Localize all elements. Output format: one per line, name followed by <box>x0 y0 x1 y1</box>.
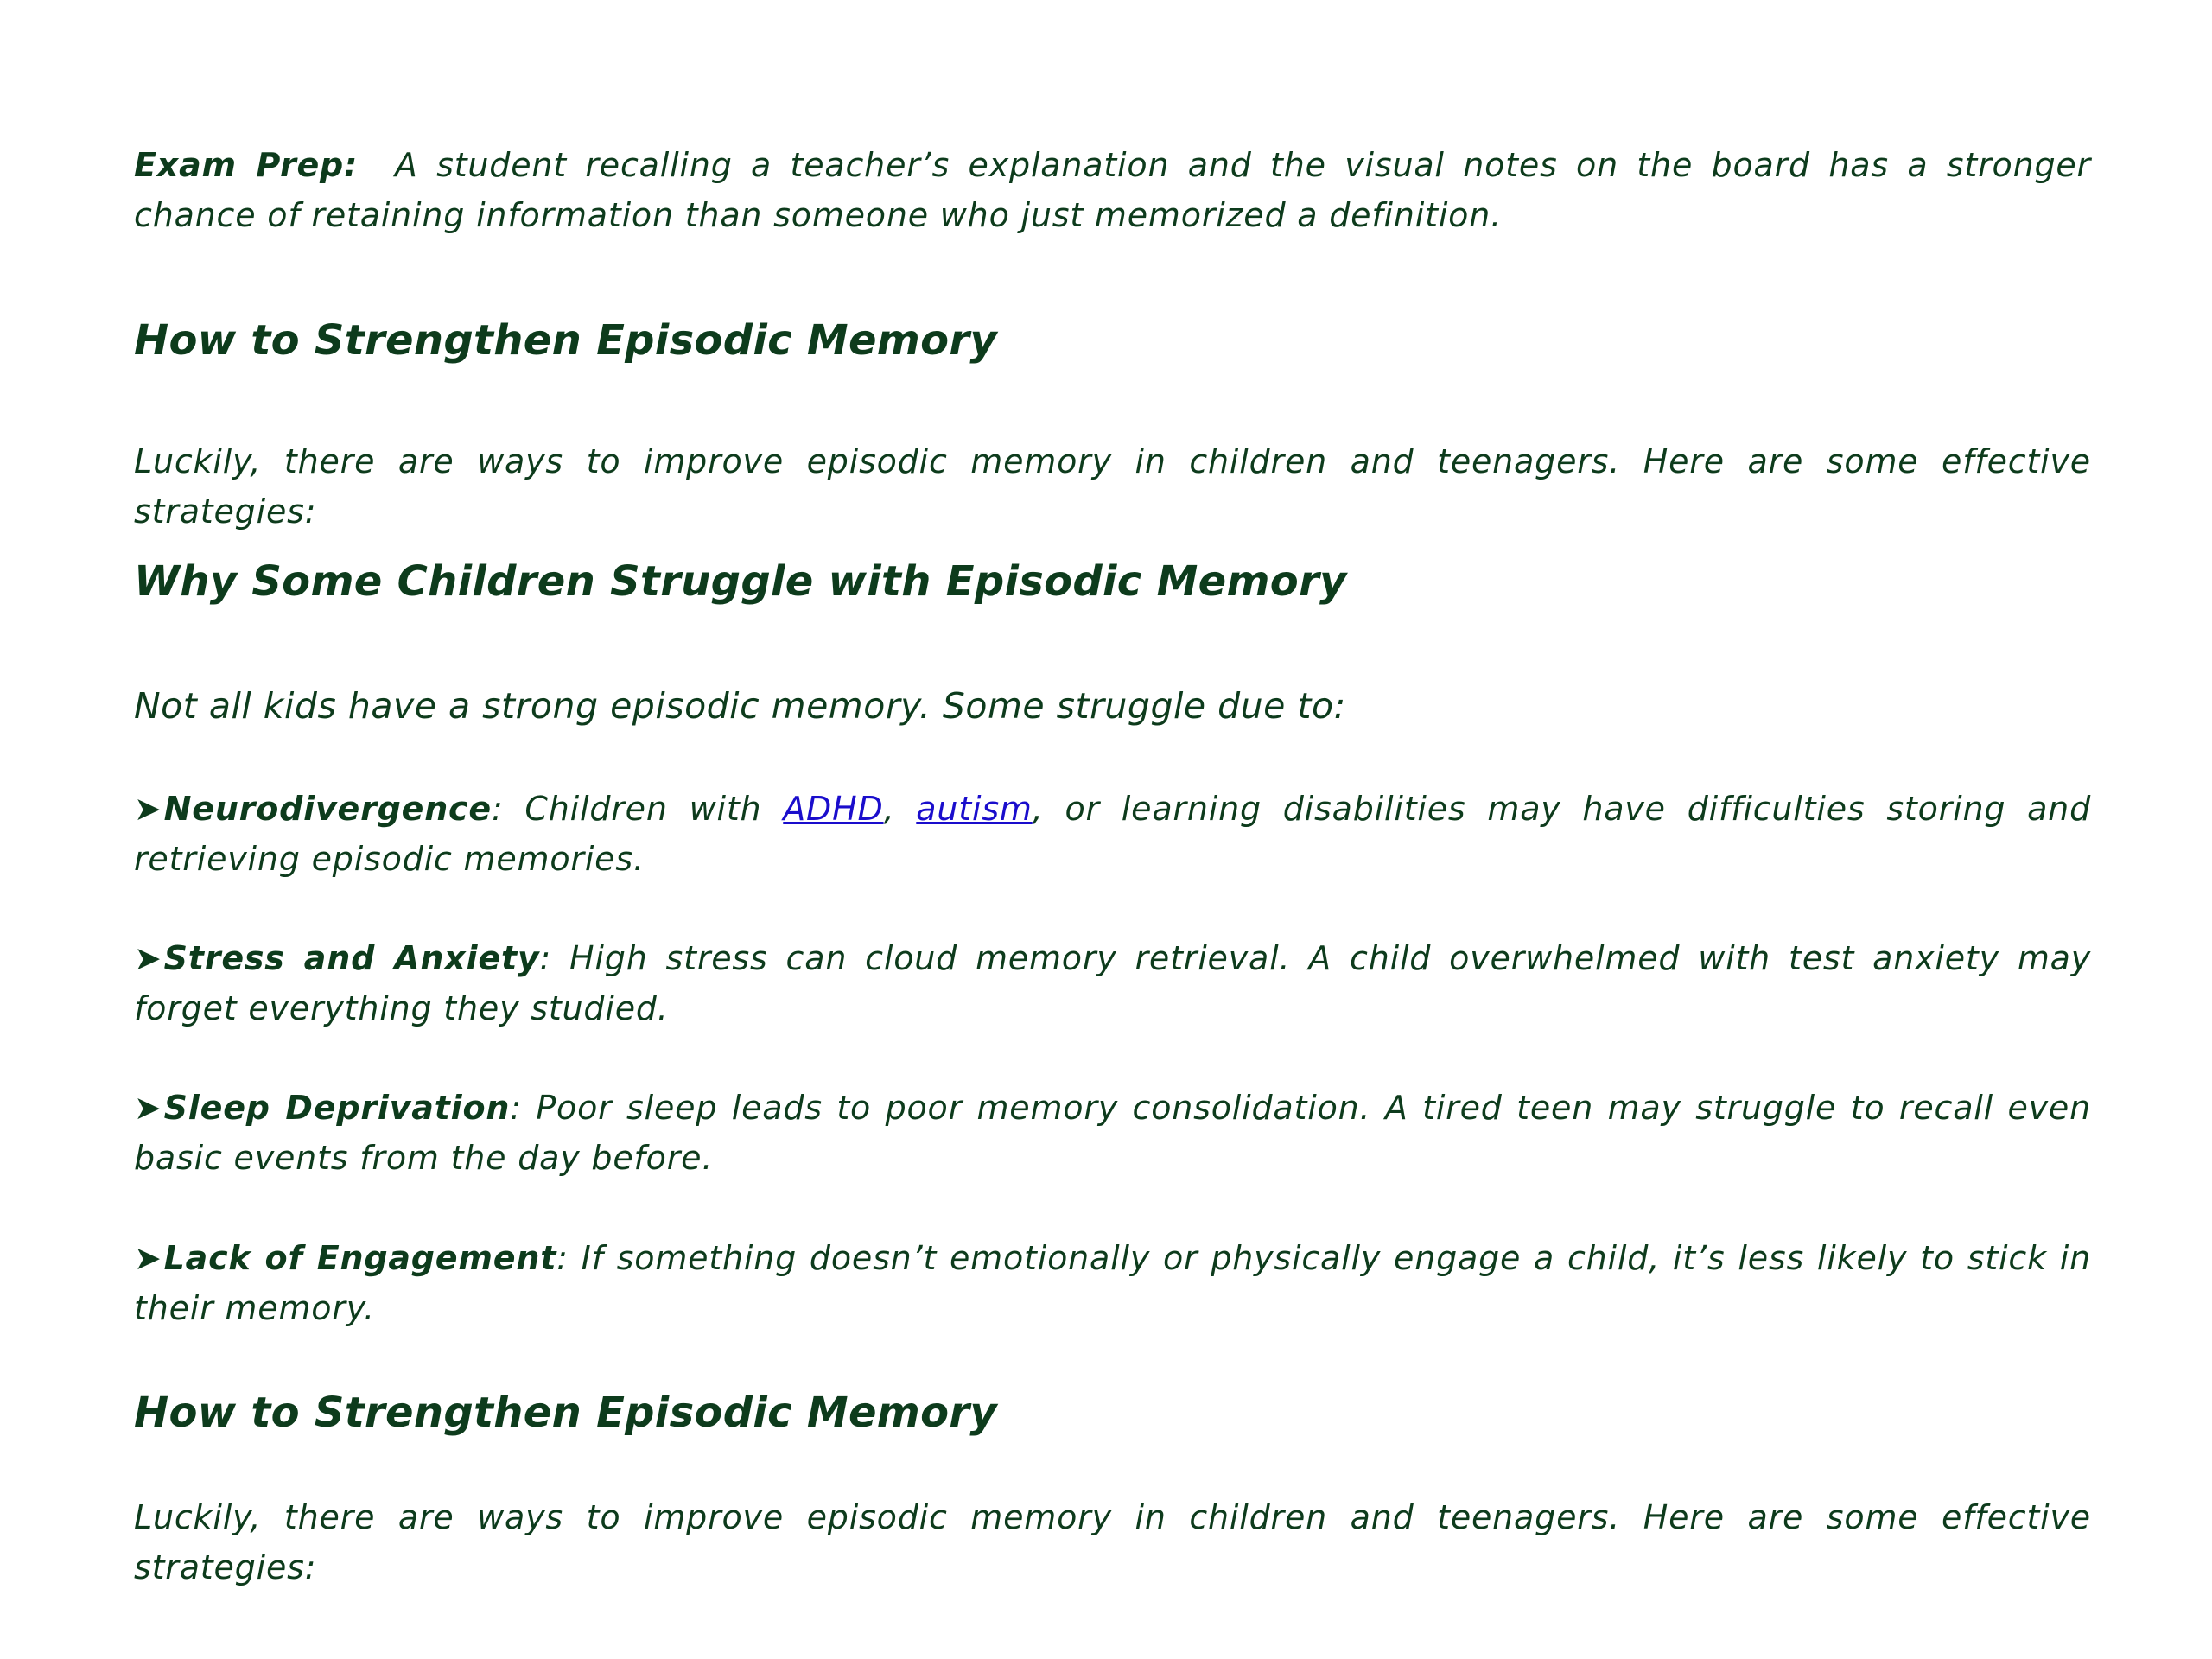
exam-prep-paragraph <box>134 140 2091 240</box>
section-heading-strengthen-repeat: How to Strengthen Episodic Memory <box>134 1389 997 1437</box>
section-heading-struggle: Why Some Children Struggle with Episodic Memory <box>134 557 1347 606</box>
list-item-text: High stress can cloud memory retrieval. A child overwhelmed with test anxiety may forget everything they studied. <box>134 939 2092 1027</box>
list-item-text: Poor sleep leads to poor memory consolidation. A tired teen may struggle to recall even basic events from the day before. <box>134 1089 2091 1177</box>
list-item-title: Neurodivergence <box>163 790 492 828</box>
list-item-text: If something doesn’t emotionally or physically engage a child, it’s less likely to stick in their memory. <box>134 1239 2091 1327</box>
autism-link[interactable]: autism <box>916 790 1033 828</box>
arrow-bullet-icon: ➤ <box>134 790 162 828</box>
list-item-sleep-deprivation: ➤Sleep Deprivation: Poor sleep leads to poor memory consolidation. A tired teen may struggle to recall even basic events from the day before. <box>134 1083 2091 1183</box>
arrow-bullet-icon: ➤ <box>134 1089 162 1127</box>
arrow-bullet-icon: ➤ <box>134 939 162 977</box>
section-heading-strengthen: How to Strengthen Episodic Memory <box>134 316 997 365</box>
list-item-text-before: Children with <box>524 790 784 828</box>
document-page <box>134 0 2091 1659</box>
arrow-bullet-icon: ➤ <box>134 1239 162 1277</box>
list-item-title: Lack of Engagement <box>163 1239 557 1277</box>
exam-prep-text: A student recalling a teacher’s explanation and the visual notes on the board has a stronger chance of retaining information than someone who just memorized a definition. <box>134 146 2091 234</box>
list-item-neurodivergence: ➤Neurodivergence: Children with ADHD, autism, or learning disabilities may have difficulties storing and retrieving episodic memories. <box>134 784 2091 884</box>
link-separator: , <box>883 790 917 828</box>
section-intro-struggle: Not all kids have a strong episodic memory. Some struggle due to: <box>134 685 1346 727</box>
list-item-title: Stress and Anxiety <box>163 939 540 977</box>
section-intro-strengthen-repeat: Luckily, there are ways to improve episodic memory in children and teenagers. Here are some effective strategies: <box>134 1498 2091 1586</box>
list-item-text-after: , or learning disabilities may have difficulties storing and retrieving episodic memories. <box>134 790 2091 878</box>
adhd-link[interactable]: ADHD <box>783 790 884 828</box>
list-item-title: Sleep Deprivation <box>163 1089 511 1127</box>
list-item-stress-anxiety: ➤Stress and Anxiety: High stress can cloud memory retrieval. A child overwhelmed with test anxiety may forget everything they studied. <box>134 933 2091 1033</box>
exam-prep-colon: : <box>344 146 359 184</box>
list-item-lack-of-engagement: ➤Lack of Engagement: If something doesn’t emotionally or physically engage a child, it’s less likely to stick in their memory. <box>134 1233 2091 1333</box>
section-intro-strengthen: Luckily, there are ways to improve episodic memory in children and teenagers. Here are some effective strategies: <box>134 442 2091 531</box>
exam-prep-label: Exam Prep <box>134 146 345 184</box>
